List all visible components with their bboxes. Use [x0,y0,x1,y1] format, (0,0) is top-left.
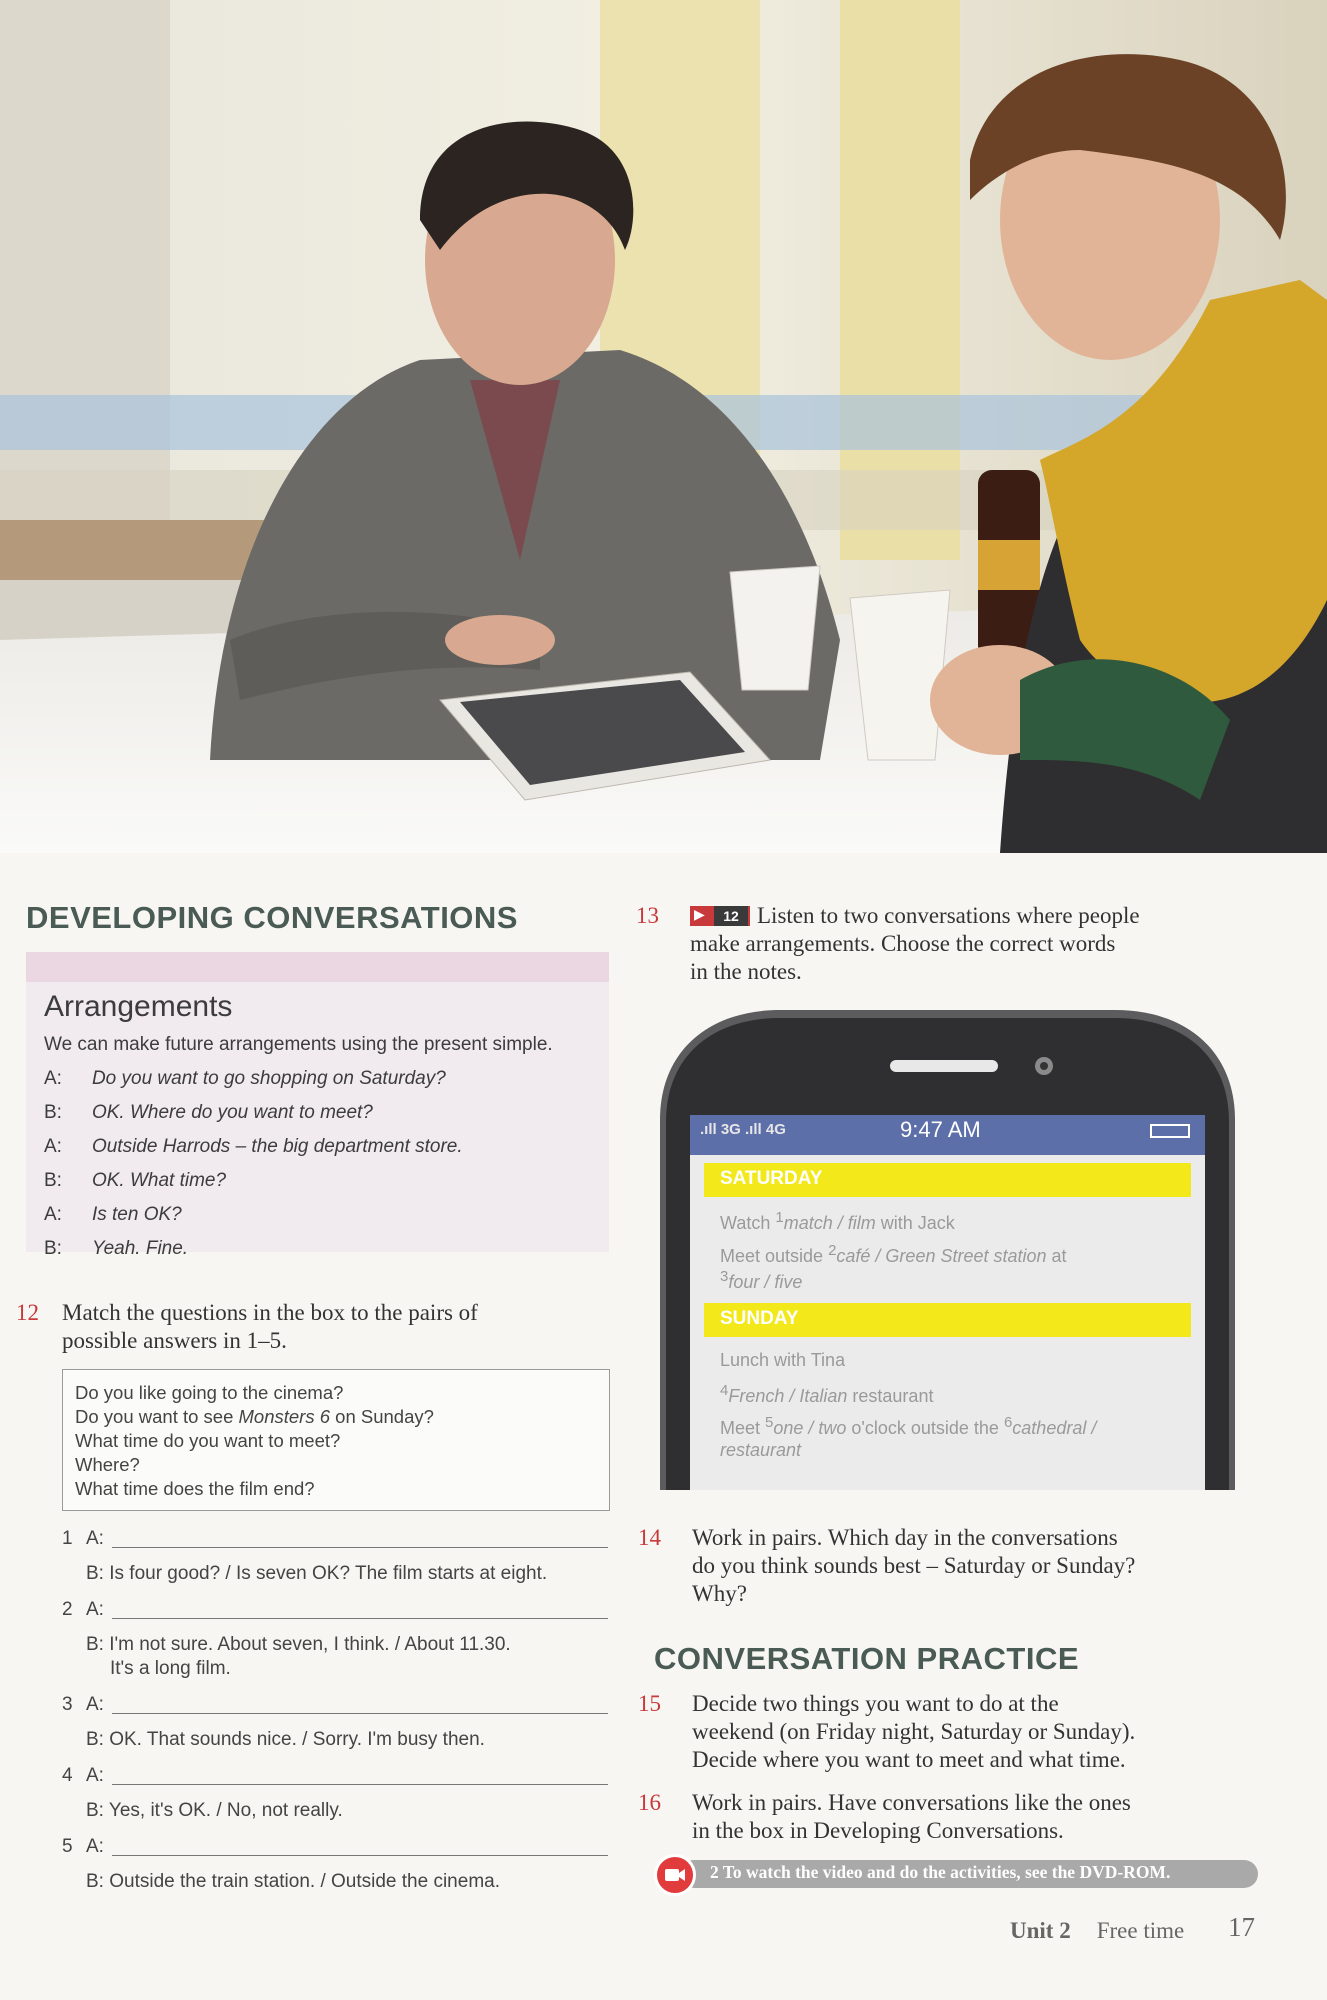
note-line: restaurant [720,1440,802,1460]
sunday-header: SUNDAY [704,1303,1191,1337]
item-a-label: A: [86,1836,104,1857]
item-b-answer: B: Outside the train station. / Outside the cinema. [86,1871,500,1892]
exercise-14-instruction-line: Work in pairs. Which day in the conversations [692,1525,1118,1550]
dialogue-line: A: Is ten OK? [44,1204,182,1225]
answer-blank-4[interactable] [112,1784,608,1785]
exercise-14-instruction-line: Why? [692,1581,747,1606]
exercise-number-16: 16 [638,1790,661,1815]
exercise-15-instruction-line: Decide two things you want to do at the [692,1691,1059,1716]
question-item: Do you want to see Monsters 6 on Sunday? [75,1406,434,1427]
item-a-label: A: [86,1694,104,1715]
exercise-16-instruction-line: Work in pairs. Have conversations like the ones [692,1790,1131,1815]
track-number: 12 [714,906,748,926]
note-line: $^3$four / five [720,1268,803,1292]
exercise-14-instruction-line: do you think sounds best – Saturday or Sunday? [692,1553,1136,1578]
audio-track-icon[interactable] [690,906,750,926]
item-a-label: A: [86,1599,104,1620]
note-line: Watch $^1$match / film with Jack [720,1209,955,1233]
item-b-answer: B: Is four good? / Is seven OK? The film starts at eight. [86,1563,548,1584]
item-a-label: A: [86,1765,104,1786]
section-title-developing-conversations: DEVELOPING CONVERSATIONS [26,900,518,935]
box-title: Arrangements [44,990,233,1023]
video-camera-icon[interactable] [654,1854,696,1896]
answer-blank-1[interactable] [112,1547,608,1548]
item-b-answer: B: I'm not sure. About seven, I think. / About 11.30. [86,1634,511,1655]
item-number: 2 [62,1599,73,1620]
item-number: 4 [62,1765,73,1786]
answer-blank-2[interactable] [112,1618,608,1619]
exercise-13-instruction-line: make arrangements. Choose the correct words [690,931,1116,956]
exercise-number-14: 14 [638,1525,661,1550]
exercise-number-12: 12 [16,1300,39,1325]
box-intro: We can make future arrangements using the present simple. [44,1034,553,1055]
section-title-conversation-practice: CONVERSATION PRACTICE [654,1641,1080,1676]
note-line: Meet outside $^2$café / Green Street station at [720,1242,1067,1266]
item-number: 5 [62,1836,73,1857]
dvd-rom-text: 2 To watch the video and do the activities, see the DVD-ROM. [710,1862,1171,1882]
item-number: 3 [62,1694,73,1715]
question-item: Where? [75,1454,140,1475]
item-b-answer-continued: It's a long film. [110,1658,231,1679]
question-item: Do you like going to the cinema? [75,1382,344,1403]
note-line: Meet $^5$one / two o'clock outside the $^6$cathedral / [720,1414,1097,1438]
dialogue-line: A: Do you want to go shopping on Saturday? [44,1068,446,1089]
exercise-number-13: 13 [636,903,659,928]
dialogue-line: B: Yeah. Fine. [44,1238,189,1259]
dialogue-line: A: Outside Harrods – the big department store. [44,1136,463,1157]
note-line: $^4$French / Italian restaurant [720,1382,934,1406]
note-line: Lunch with Tina [720,1350,846,1370]
item-b-answer: B: Yes, it's OK. / No, not really. [86,1800,343,1821]
answer-blank-3[interactable] [112,1713,608,1714]
question-item: What time does the film end? [75,1478,315,1499]
dialogue-line: B: OK. What time? [44,1170,227,1191]
exercise-13-instruction-line: in the notes. [690,959,802,984]
item-b-answer: B: OK. That sounds nice. / Sorry. I'm busy then. [86,1729,485,1750]
exercise-12-instruction-line: Match the questions in the box to the pairs of [62,1300,478,1325]
page-number: 17 [1228,1912,1255,1942]
phone-clock: 9:47 AM [900,1117,981,1142]
item-number: 1 [62,1528,73,1549]
exercise-16-instruction-line: in the box in Developing Conversations. [692,1818,1064,1843]
dialogue-line: B: OK. Where do you want to meet? [44,1102,373,1123]
signal-indicator: .ıll 3G .ıll 4G [700,1121,786,1138]
exercise-15-instruction-line: Decide where you want to meet and what time. [692,1747,1126,1772]
saturday-header: SATURDAY [704,1163,1191,1197]
answer-blank-5[interactable] [112,1855,608,1856]
cafe-photo [0,0,1327,853]
battery-icon [1150,1124,1190,1138]
play-icon: ▶ [694,906,705,922]
footer-unit: Unit 2 Free time [1010,1918,1185,1943]
exercise-13-instruction-line: Listen to two conversations where people [757,903,1140,928]
item-a-label: A: [86,1528,104,1549]
exercise-number-15: 15 [638,1691,661,1716]
question-item: What time do you want to meet? [75,1430,341,1451]
exercise-12-instruction-line: possible answers in 1–5. [62,1328,287,1353]
exercise-15-instruction-line: weekend (on Friday night, Saturday or Sunday). [692,1719,1136,1744]
